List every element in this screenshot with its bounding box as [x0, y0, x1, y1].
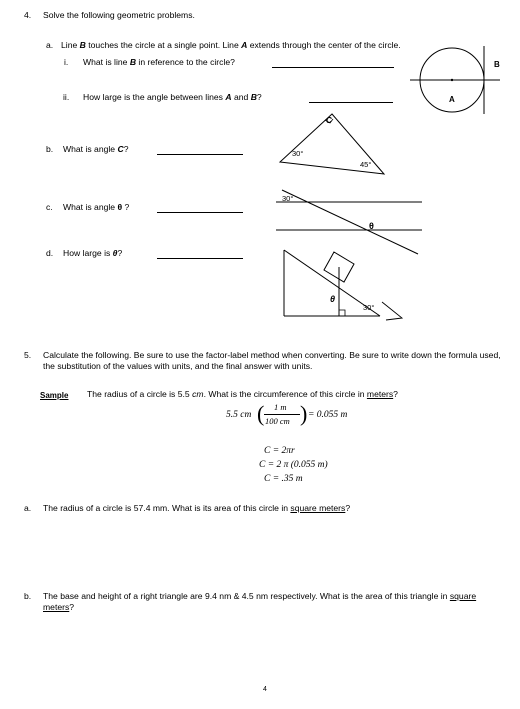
angle-arrow [382, 302, 402, 320]
q5b-target: square meters [43, 591, 477, 612]
q4c-theta: θ [117, 202, 123, 212]
q4d-post: ? [117, 248, 123, 258]
q4a-ii-pre: How large is the angle between lines [83, 92, 226, 102]
q4a-i-post: in reference to the circle? [136, 57, 235, 67]
q4d-pre: How large is [63, 248, 113, 258]
sample-mid: . What is the circumference of this circle in [203, 389, 367, 399]
q4a-label: a. [46, 40, 54, 50]
sample-eq2: C = 2 π (0.055 m) [259, 460, 328, 470]
conv-paren-left: ( [257, 401, 265, 426]
sample-eq1: C = 2πr [264, 446, 295, 456]
q4-number: 4. [24, 10, 32, 20]
sample-eq3: C = .35 m [264, 474, 303, 484]
q4a-i-answer-blank[interactable] [272, 67, 394, 68]
q5b-text [43, 591, 493, 613]
q4a-ii-and: and [231, 92, 251, 102]
q4d-text [63, 248, 122, 259]
q5b-post: ? [69, 602, 75, 612]
fig-c-theta: θ [369, 221, 374, 231]
sample-target: meters [366, 389, 394, 399]
q4a-ii-answer-blank[interactable] [309, 102, 393, 103]
fig-label-c: C [326, 116, 332, 125]
q5a-text [43, 503, 350, 514]
q4a-i-text [83, 57, 235, 68]
q4b-post: ? [123, 144, 129, 154]
conv-rhs: = 0.055 m [308, 410, 348, 420]
q4a-i-pre: What is line [83, 57, 130, 67]
q4b-c: C [117, 144, 124, 154]
conv-numerator: 1 m [274, 402, 287, 412]
fig-d-angle-30: 30° [363, 303, 375, 312]
fig-label-b: B [494, 60, 500, 69]
q4b-pre: What is angle [63, 144, 118, 154]
q4a-ii-a: A [225, 92, 232, 102]
q5a-label: a. [24, 503, 32, 513]
q4a-line-a: A [241, 40, 248, 50]
q5a-target: square meters [290, 503, 346, 513]
q4a-text [61, 40, 401, 51]
sample-label: Sample [40, 391, 69, 400]
conv-paren-right: ) [300, 401, 308, 426]
q4c-text [63, 202, 129, 213]
q4d-label: d. [46, 248, 54, 258]
q4a-post: extends through the center of the circle. [247, 40, 401, 50]
q4b-answer-blank[interactable] [157, 154, 243, 155]
fig-d-theta: θ [330, 294, 336, 304]
q5b-pre: The base and height of a right triangle are 9.4 nm & 4.5 nm respectively. What is the area of this triangle in [43, 591, 450, 601]
page-number: 4 [263, 686, 267, 693]
q4a-ii-label: ii. [63, 92, 70, 102]
sample-post: ? [393, 389, 398, 399]
q4c-pre: What is angle [63, 202, 118, 212]
conv-fraction-bar [264, 414, 300, 415]
incline-figure [282, 240, 422, 320]
q4-title: Solve the following geometric problems. [43, 10, 195, 20]
sample-unit: cm [192, 389, 204, 399]
q4a-ii-post: ? [256, 92, 262, 102]
q4d-answer-blank[interactable] [157, 258, 243, 259]
conv-denominator: 100 cm [265, 416, 290, 426]
conv-lhs: 5.5 cm [226, 410, 252, 420]
q4a-i-label: i. [64, 57, 69, 67]
sample-pre: The radius of a circle is 5.5 [87, 389, 193, 399]
q4c-label: c. [46, 202, 53, 212]
fig-c-angle-30: 30° [282, 194, 294, 203]
q5a-post: ? [345, 503, 351, 513]
q5-text: Calculate the following. Be sure to use the factor-label method when converting. Be sure to write down the formula used, the substitution of the values with units, and the final answer with units. [43, 350, 501, 371]
triangle-figure [278, 112, 398, 182]
fig-angle-30: 30° [292, 149, 304, 158]
q4d-theta: θ [112, 248, 118, 258]
q4c-post: ? [122, 202, 130, 212]
sample-text [87, 389, 398, 400]
q4c-answer-blank[interactable] [157, 212, 243, 213]
q4a-pre: Line [61, 40, 80, 50]
q4b-label: b. [46, 144, 54, 154]
q4a-ii-text [83, 92, 262, 103]
q4a-i-b: B [129, 57, 137, 67]
q5-number: 5. [24, 350, 32, 360]
q4b-text [63, 144, 128, 155]
q4a-line-b: B [79, 40, 86, 50]
q4a-ii-b: B [250, 92, 257, 102]
q5a-pre: The radius of a circle is 57.4 mm. What is its area of this circle in [43, 503, 291, 513]
q5b-label: b. [24, 591, 32, 601]
fig-label-a: A [449, 95, 455, 104]
circle-center-dot [451, 79, 453, 81]
right-angle-mark [339, 310, 345, 316]
q4a-mid: touches the circle at a single point. Line [85, 40, 242, 50]
fig-angle-45: 45° [360, 160, 372, 169]
circle-tangent-figure [410, 38, 500, 118]
